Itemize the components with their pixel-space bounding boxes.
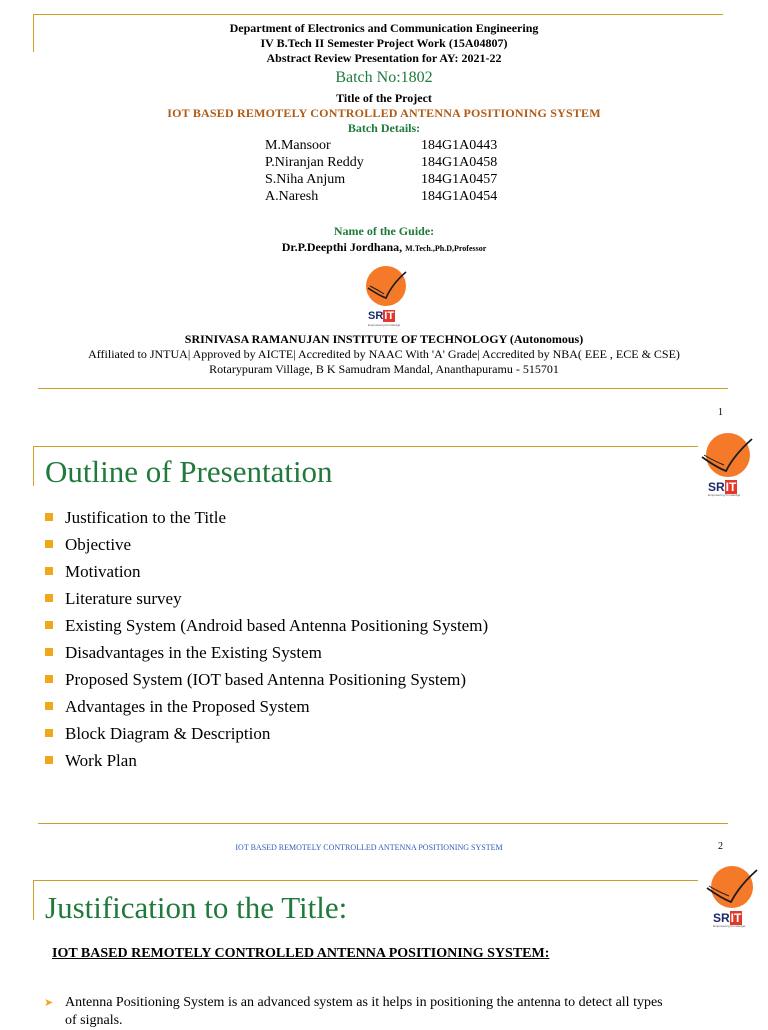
bullet-arrow-icon: ➤ (44, 997, 54, 1009)
bullet-square-icon (45, 594, 53, 602)
slide-footer: IOT BASED REMOTELY CONTROLLED ANTENNA POSITIONING SYSTEM (235, 843, 503, 852)
body-paragraph: Antenna Positioning System is an advanced system as it helps in positioning the antenna to detect all types of signals. (65, 995, 663, 1028)
outline-item-label: Objective (65, 535, 132, 554)
project-title-label: Title of the Project (336, 91, 432, 105)
slide-title: Justification to the Title: (45, 890, 348, 925)
bullet-square-icon (45, 702, 53, 710)
slide-1-top-rule (33, 14, 723, 15)
slide-3-left-rule (33, 880, 34, 920)
logo-tagline: Empowering Knowledge (708, 493, 741, 497)
bullet-square-icon (45, 567, 53, 575)
outline-item (45, 612, 488, 639)
slide-2-left-rule (33, 446, 34, 486)
outline-item (45, 639, 488, 666)
outline-item-label: Disadvantages in the Existing System (65, 643, 322, 662)
bullet-square-icon (45, 729, 53, 737)
outline-item-label: Advantages in the Proposed System (65, 697, 310, 716)
institute-name: SRINIVASA RAMANUJAN INSTITUTE OF TECHNOLOGY (Autonomous) (184, 332, 584, 346)
member-roll: 184G1A0457 (421, 172, 498, 187)
outline-item (45, 720, 488, 747)
review-info: Abstract Review Presentation for AY: 2021-22 (266, 51, 502, 65)
guide-qualifications: M.Tech.,Ph.D,Professor (405, 244, 487, 253)
outline-item-label: Proposed System (IOT based Antenna Positioning System) (65, 670, 467, 689)
course-info: IV B.Tech II Semester Project Work (15A04807) (260, 36, 508, 50)
member-roll: 184G1A0454 (421, 189, 498, 204)
page-number: 1 (718, 407, 723, 418)
member-roll: 184G1A0458 (421, 155, 498, 170)
srit-logo (705, 866, 761, 930)
slide-title: Outline of Presentation (45, 454, 333, 489)
slide-1-bottom-rule (38, 388, 728, 389)
batch-number: Batch No:1802 (335, 69, 433, 86)
outline-item (45, 693, 488, 720)
member-name: M.Mansoor (265, 138, 331, 153)
page-number: 2 (718, 841, 723, 852)
srit-logo (700, 433, 756, 497)
logo-tagline: Empowering Knowledge (368, 323, 401, 327)
batch-details-label: Batch Details: (347, 121, 421, 135)
logo-text-it: IT (384, 310, 395, 322)
outline-item-label: Justification to the Title (65, 508, 227, 527)
outline-item-label: Block Diagram & Description (65, 724, 271, 743)
logo-text-it: IT (730, 911, 742, 925)
bullet-square-icon (45, 648, 53, 656)
outline-item-label: Literature survey (65, 589, 182, 608)
institute-affiliation: Affiliated to JNTUA| Approved by AICTE| Accredited by NAAC With 'A' Grade| Accredited by NBA( EEE , ECE & CSE) (88, 347, 680, 361)
member-name: S.Niha Anjum (265, 172, 346, 187)
member-name: P.Niranjan Reddy (265, 155, 364, 170)
outline-item-label: Existing System (Android based Antenna Positioning System) (65, 616, 489, 635)
outline-item (45, 531, 488, 558)
outline-item (45, 585, 488, 612)
guide-label: Name of the Guide: (333, 224, 435, 238)
guide-info (0, 240, 768, 255)
member-roll: 184G1A0443 (421, 138, 498, 153)
department-name: Department of Electronics and Communication Engineering (229, 21, 539, 35)
slide-2-bottom-rule (38, 823, 728, 824)
guide-name: Dr.P.Deepthi Jordhana, (281, 240, 403, 254)
outline-item-label: Work Plan (65, 751, 137, 770)
bullet-square-icon (45, 621, 53, 629)
logo-text-sr: SR (713, 911, 730, 925)
bullet-square-icon (45, 540, 53, 548)
bullet-square-icon (45, 513, 53, 521)
bullet-square-icon (45, 756, 53, 764)
slide-2-top-rule (33, 446, 698, 447)
member-name: A.Naresh (265, 189, 319, 204)
logo-text-sr: SR (368, 310, 384, 322)
project-title: IOT BASED REMOTELY CONTROLLED ANTENNA POSITIONING SYSTEM (167, 106, 601, 120)
srit-logo (362, 264, 410, 328)
outline-item (45, 747, 488, 774)
slide-3-top-rule (33, 880, 698, 881)
outline-item (45, 558, 488, 585)
logo-text-sr: SR (708, 480, 725, 494)
logo-tagline: Empowering Knowledge (713, 924, 746, 928)
outline-item (45, 504, 488, 531)
outline-item (45, 666, 488, 693)
bullet-square-icon (45, 675, 53, 683)
logo-text-it: IT (725, 480, 737, 494)
outline-list (45, 504, 488, 774)
slide-subtitle: IOT BASED REMOTELY CONTROLLED ANTENNA POSITIONING SYSTEM: (52, 946, 550, 961)
institute-address: Rotarypuram Village, B K Samudram Mandal, Ananthapuramu - 515701 (209, 362, 559, 376)
outline-item-label: Motivation (65, 562, 141, 581)
